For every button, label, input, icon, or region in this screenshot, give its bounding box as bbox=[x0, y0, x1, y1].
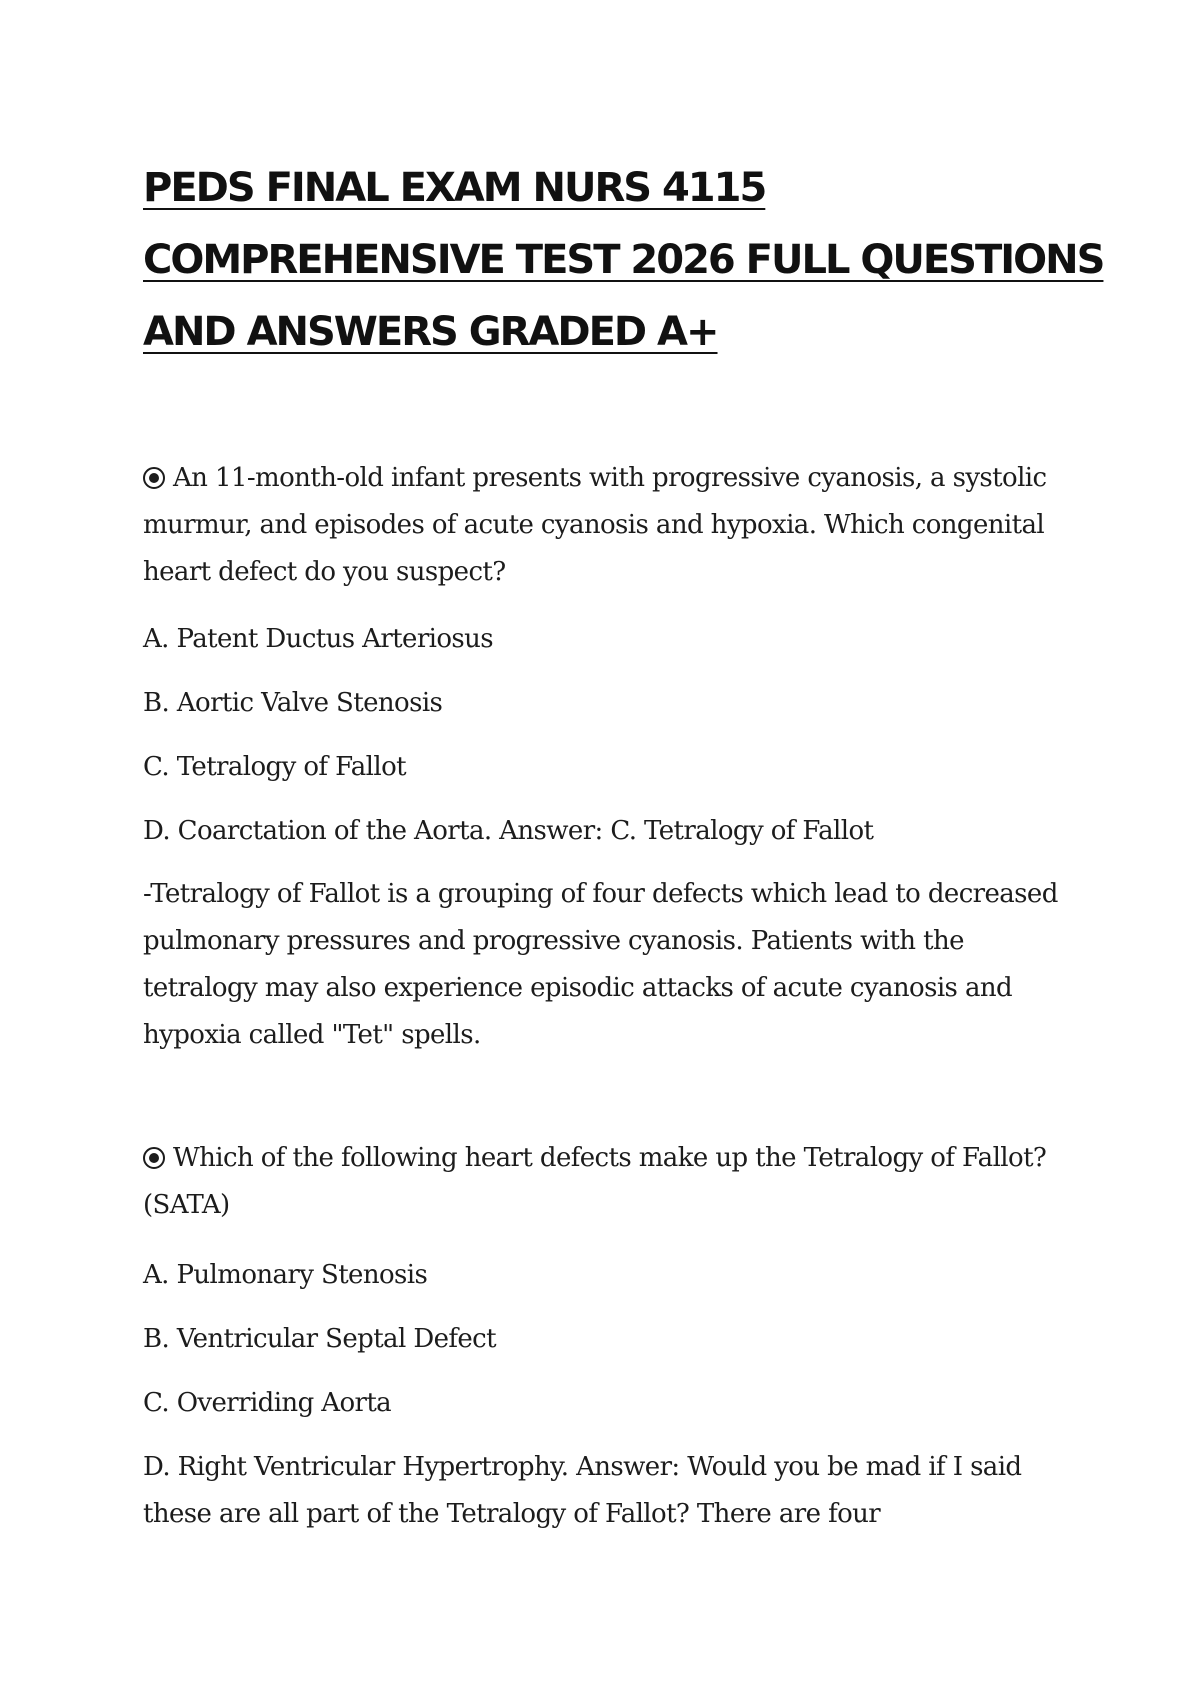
question-2-option-c: C. Overriding Aorta bbox=[143, 1388, 392, 1418]
question-1-option-d-answer: D. Coarctation of the Aorta. Answer: C. Tetralogy of Fallot bbox=[143, 816, 874, 846]
radio-bullet-icon bbox=[143, 467, 165, 489]
radio-bullet-icon bbox=[143, 1147, 165, 1169]
title-line: AND ANSWERS GRADED A+ bbox=[143, 309, 718, 355]
title-line: COMPREHENSIVE TEST 2026 FULL QUESTIONS bbox=[143, 237, 1104, 283]
question-1-prompt bbox=[143, 455, 1083, 596]
document-title bbox=[143, 152, 1104, 368]
question-2-option-a: A. Pulmonary Stenosis bbox=[143, 1260, 428, 1290]
question-text: An 11-month-old infant presents with progressive cyanosis, a systolic murmur, and episodes of acute cyanosis and hypoxia. Which congenital heart defect do you suspect? bbox=[143, 463, 1047, 587]
question-1-option-a: A. Patent Ductus Arteriosus bbox=[143, 624, 494, 654]
question-2-prompt bbox=[143, 1135, 1083, 1229]
question-1-rationale: -Tetralogy of Fallot is a grouping of four defects which lead to decreased pulmonary pressures and progressive cyanosis. Patients with the tetralogy may also experience episodic attacks of acute cyanosis and hypoxia called "Tet" spells. bbox=[143, 879, 1058, 1050]
question-text: Which of the following heart defects make up the Tetralogy of Fallot? (SATA) bbox=[143, 1143, 1047, 1220]
title-line: PEDS FINAL EXAM NURS 4115 bbox=[143, 165, 766, 211]
question-2-option-d-answer: D. Right Ventricular Hypertrophy. Answer: Would you be mad if I said these are all part of the Tetralogy of Fallot? There are four bbox=[143, 1452, 1022, 1529]
question-2-option-b: B. Ventricular Septal Defect bbox=[143, 1324, 496, 1354]
question-1-option-b: B. Aortic Valve Stenosis bbox=[143, 688, 443, 718]
question-1-option-c: C. Tetralogy of Fallot bbox=[143, 752, 406, 782]
